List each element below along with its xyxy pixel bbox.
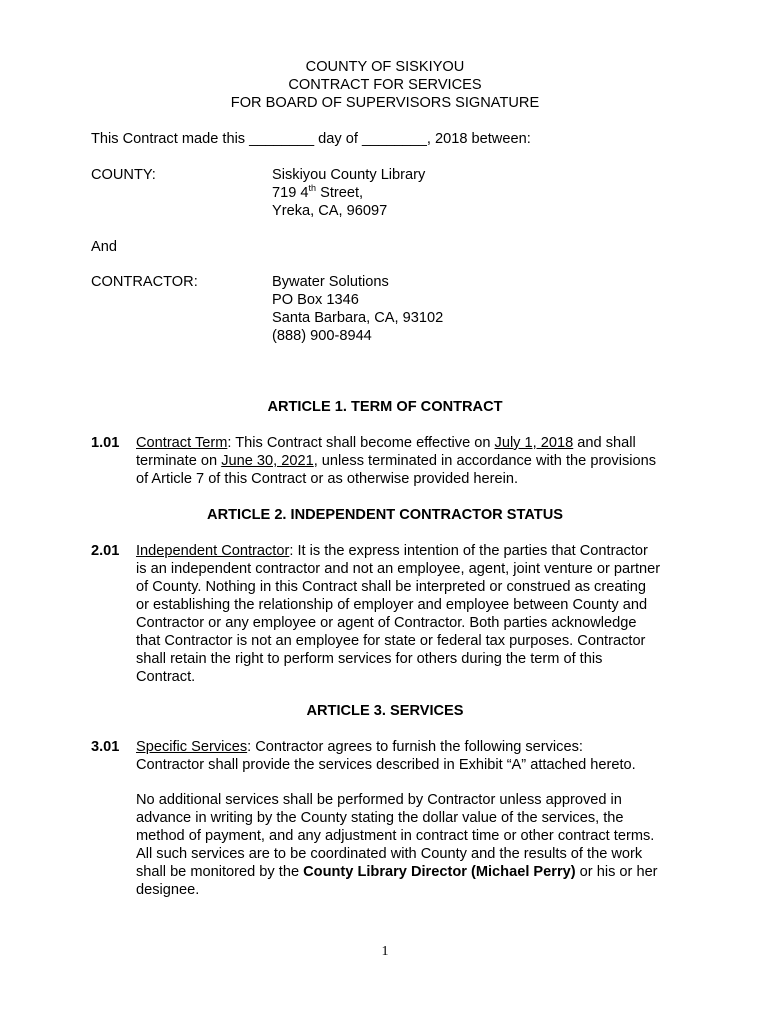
county-label: COUNTY: (91, 167, 156, 183)
title-line-2: CONTRACT FOR SERVICES (288, 77, 482, 93)
section-2-01-line-2: is an independent contractor and not an employee, agent, joint venture or partner (136, 561, 661, 577)
services-paragraph-line-3: method of payment, and any adjustment in contract time or other contract terms. (136, 828, 655, 844)
section-3-01-line-1 (136, 738, 583, 756)
county-city: Yreka, CA, 96097 (272, 203, 388, 219)
article-1-heading: ARTICLE 1. TERM OF CONTRACT (267, 399, 503, 415)
services-paragraph-text: or his or her (575, 864, 658, 880)
section-2-01-number: 2.01 (91, 543, 120, 559)
section-2-01-line-5: Contractor or any employee or agent of Contractor. Both parties acknowledge (136, 615, 637, 631)
section-3-01-title: Specific Services (136, 739, 248, 755)
county-street (272, 184, 363, 202)
start-date: July 1, 2018 (494, 435, 574, 451)
section-2-01-line-6: that Contractor is not an employee for state or federal tax purposes. Contractor (136, 633, 646, 649)
section-2-01-title: Independent Contractor (136, 543, 290, 559)
services-paragraph-line-6: designee. (136, 882, 200, 898)
title-line-3: FOR BOARD OF SUPERVISORS SIGNATURE (230, 95, 540, 111)
end-date: June 30, 2021 (221, 453, 314, 469)
county-street-number: 719 4 (272, 185, 309, 201)
contractor-label: CONTRACTOR: (91, 274, 198, 290)
section-2-01-line-4: or establishing the relationship of employer and employee between County and (136, 597, 648, 613)
county-street-ordinal: th (308, 183, 317, 193)
services-paragraph-line-2: advance in writing by the County stating the dollar value of the services, the (136, 810, 624, 826)
section-3-01-line-2: Contractor shall provide the services described in Exhibit “A” attached hereto. (136, 757, 636, 773)
section-2-01-line-8: Contract. (136, 669, 196, 685)
section-1-01-text: and shall (573, 435, 636, 451)
services-paragraph-line-5 (136, 863, 658, 881)
section-1-01-text: , unless terminated in accordance with the provisions (313, 453, 657, 469)
section-1-01-text: terminate on (136, 453, 222, 469)
article-2-heading: ARTICLE 2. INDEPENDENT CONTRACTOR STATUS (207, 507, 563, 523)
services-paragraph-line-4: All such services are to be coordinated with County and the results of the work (136, 846, 643, 862)
section-2-01-line-3: of County. Nothing in this Contract shall be interpreted or construed as creating (136, 579, 646, 595)
county-name: Siskiyou County Library (272, 167, 426, 183)
contractor-phone: (888) 900-8944 (272, 328, 372, 344)
section-1-01-title: Contract Term (136, 435, 228, 451)
page-number: 1 (381, 944, 389, 959)
section-1-01-line-3: of Article 7 of this Contract or as otherwise provided herein. (136, 471, 519, 487)
section-3-01-number: 3.01 (91, 739, 120, 755)
section-2-01-line-1 (136, 542, 648, 560)
and-text: And (91, 239, 117, 255)
county-street-suffix: Street, (316, 185, 364, 201)
article-3-heading: ARTICLE 3. SERVICES (306, 703, 464, 719)
contractor-city: Santa Barbara, CA, 93102 (272, 310, 444, 326)
section-1-01-text: : This Contract shall become effective on (227, 435, 495, 451)
contractor-name: Bywater Solutions (272, 274, 389, 290)
services-paragraph-line-1: No additional services shall be performed by Contractor unless approved in (136, 792, 622, 808)
section-3-01-text: : Contractor agrees to furnish the following services: (247, 739, 583, 755)
section-1-01-number: 1.01 (91, 435, 120, 451)
contractor-po-box: PO Box 1346 (272, 292, 359, 308)
library-director: County Library Director (Michael Perry) (303, 864, 576, 880)
title-line-1: COUNTY OF SISKIYOU (305, 59, 465, 75)
section-1-01-line-1 (136, 434, 636, 452)
section-2-01-line-7: shall retain the right to perform services for others during the term of this (136, 651, 603, 667)
intro-line: This Contract made this ________ day of ________, 2018 between: (91, 131, 531, 147)
section-1-01-line-2 (136, 452, 656, 470)
section-2-01-text: : It is the express intention of the parties that Contractor (289, 543, 648, 559)
services-paragraph-text: shall be monitored by the (136, 864, 304, 880)
